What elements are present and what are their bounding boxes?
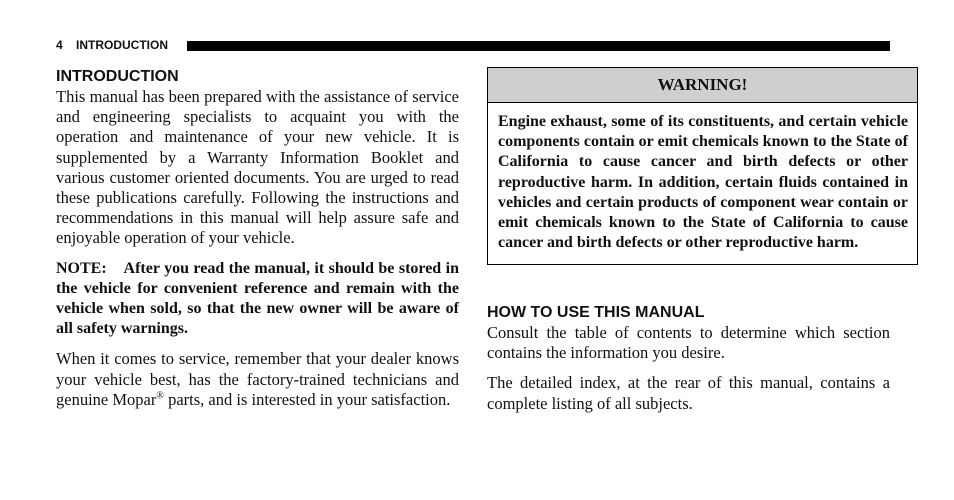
page-number: 4 — [56, 38, 63, 52]
introduction-heading: INTRODUCTION — [56, 68, 179, 85]
note-paragraph — [56, 259, 459, 340]
how-to-paragraph-2: The detailed index, at the rear of this manual, contains a complete listing of all subjects. — [487, 373, 890, 413]
warning-box — [487, 67, 918, 265]
registered-mark: ® — [156, 390, 164, 402]
service-text-before: When it comes to service, remember that your dealer knows your vehicle best, has the factory-trained technicians and genuine Mopar — [56, 349, 459, 409]
warning-title: WARNING! — [488, 68, 917, 103]
right-column — [487, 67, 908, 413]
introduction-paragraph: This manual has been prepared with the assistance of service and engineering specialists to acquaint you with the operation and maintenance of your new vehicle. It is supplemented by a Warranty Information Booklet and various customer oriented documents. You are urged to read these publications carefully. Following the instructions and recommendations in this manual will help assure safe and enjoyable operation of your vehicle. — [56, 87, 459, 248]
header-rule — [187, 41, 890, 51]
service-paragraph — [56, 349, 459, 410]
how-to-paragraph-1: Consult the table of contents to determine which section contains the information you desire. — [487, 323, 890, 363]
how-to-heading: HOW TO USE THIS MANUAL — [487, 304, 705, 321]
note-text: After you read the manual, it should be stored in the vehicle for convenient reference and remain with the vehicle when sold, so that the new owner will be aware of all safety warnings. — [56, 259, 459, 338]
note-label: NOTE: — [56, 259, 107, 277]
running-section-title: INTRODUCTION — [76, 38, 168, 52]
how-to-section — [487, 303, 890, 414]
warning-text: Engine exhaust, some of its constituents, and certain vehicle components contain or emit chemicals known to the State of California to cause cancer and birth defects or other reproductive harm. In addition, certain fluids contained in vehicles and certain products of component wear contain or emit chemicals known to the State of California to cause cancer and birth defects or other reproductive harm. — [498, 113, 908, 252]
left-column — [56, 67, 459, 410]
page-header — [56, 38, 890, 52]
service-text-after: parts, and is interested in your satisfaction. — [163, 389, 451, 409]
